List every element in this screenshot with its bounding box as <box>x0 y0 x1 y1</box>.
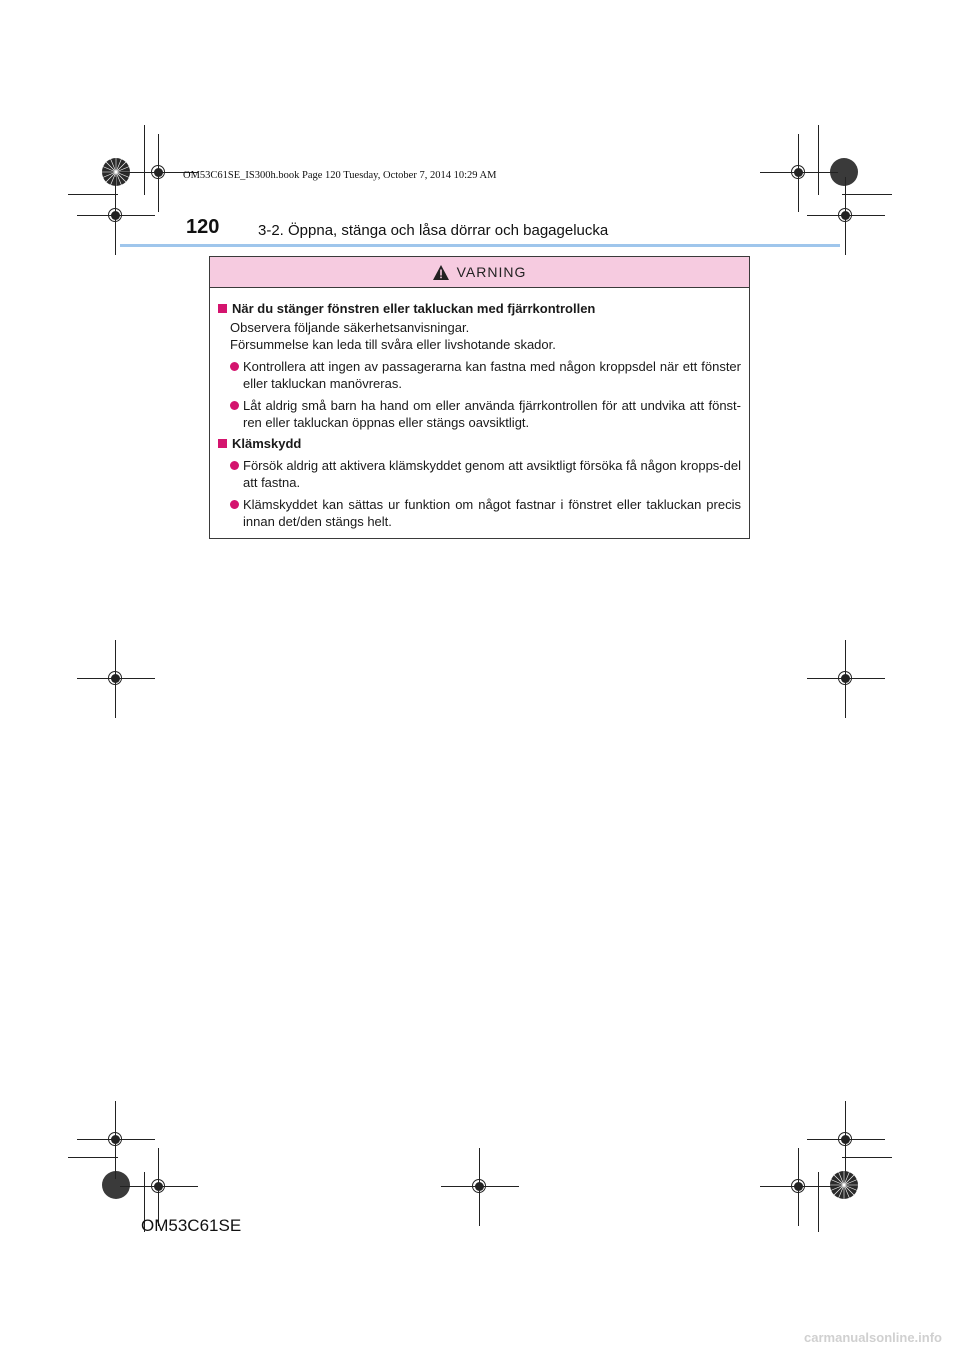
square-bullet-icon <box>218 304 227 313</box>
subsection-heading: Klämskydd <box>218 435 741 452</box>
subsection-heading: När du stänger fönstren eller takluckan med fjärrkontrollen <box>218 300 741 317</box>
crosshair-registration-icon <box>120 1148 198 1226</box>
round-bullet-icon <box>230 362 239 371</box>
list-item: Kontrollera att ingen av passagerarna kan fastna med någon kroppsdel när ett fönster eller takluckan manövreras. <box>230 358 741 392</box>
crosshair-registration-icon <box>807 640 885 718</box>
page-number: 120 <box>186 216 220 238</box>
list-item: Låt aldrig små barn ha hand om eller använda fjärrkontrollen för att undvika att fönst-ren eller takluckan öppnas eller stängs oavsiktligt. <box>230 397 741 431</box>
header-rule <box>120 244 840 247</box>
paragraph: Observera följande säkerhetsanvisningar. <box>230 320 470 335</box>
book-header-info: OM53C61SE_IS300h.book Page 120 Tuesday, October 7, 2014 10:29 AM <box>183 170 497 181</box>
round-bullet-icon <box>230 500 239 509</box>
model-code: OM53C61SE <box>141 1216 242 1235</box>
list-item: Klämskyddet kan sättas ur funktion om något fastnar i fönstret eller takluckan precis innan det/den stängs helt. <box>230 496 741 530</box>
warning-triangle-icon <box>433 265 449 280</box>
round-bullet-icon <box>230 401 239 410</box>
warning-box <box>209 256 750 539</box>
crosshair-registration-icon <box>77 640 155 718</box>
crop-line <box>818 1172 819 1232</box>
paragraph: Försummelse kan leda till svåra eller livshotande skador. <box>230 337 556 352</box>
section-title: 3-2. Öppna, stänga och låsa dörrar och bagagelucka <box>258 222 609 239</box>
crop-line <box>68 1157 118 1158</box>
crop-line <box>842 1157 892 1158</box>
warning-content <box>210 288 749 530</box>
crosshair-registration-icon <box>760 1148 838 1226</box>
crosshair-registration-icon <box>441 1148 519 1226</box>
list-item: Försök aldrig att aktivera klämskyddet genom att avsiktligt försöka få någon kropps-del att fastna. <box>230 457 741 491</box>
round-bullet-icon <box>230 461 239 470</box>
watermark: carmanualsonline.info <box>804 1330 942 1345</box>
square-bullet-icon <box>218 439 227 448</box>
warning-header <box>210 257 749 288</box>
warning-title: VARNING <box>456 264 527 280</box>
